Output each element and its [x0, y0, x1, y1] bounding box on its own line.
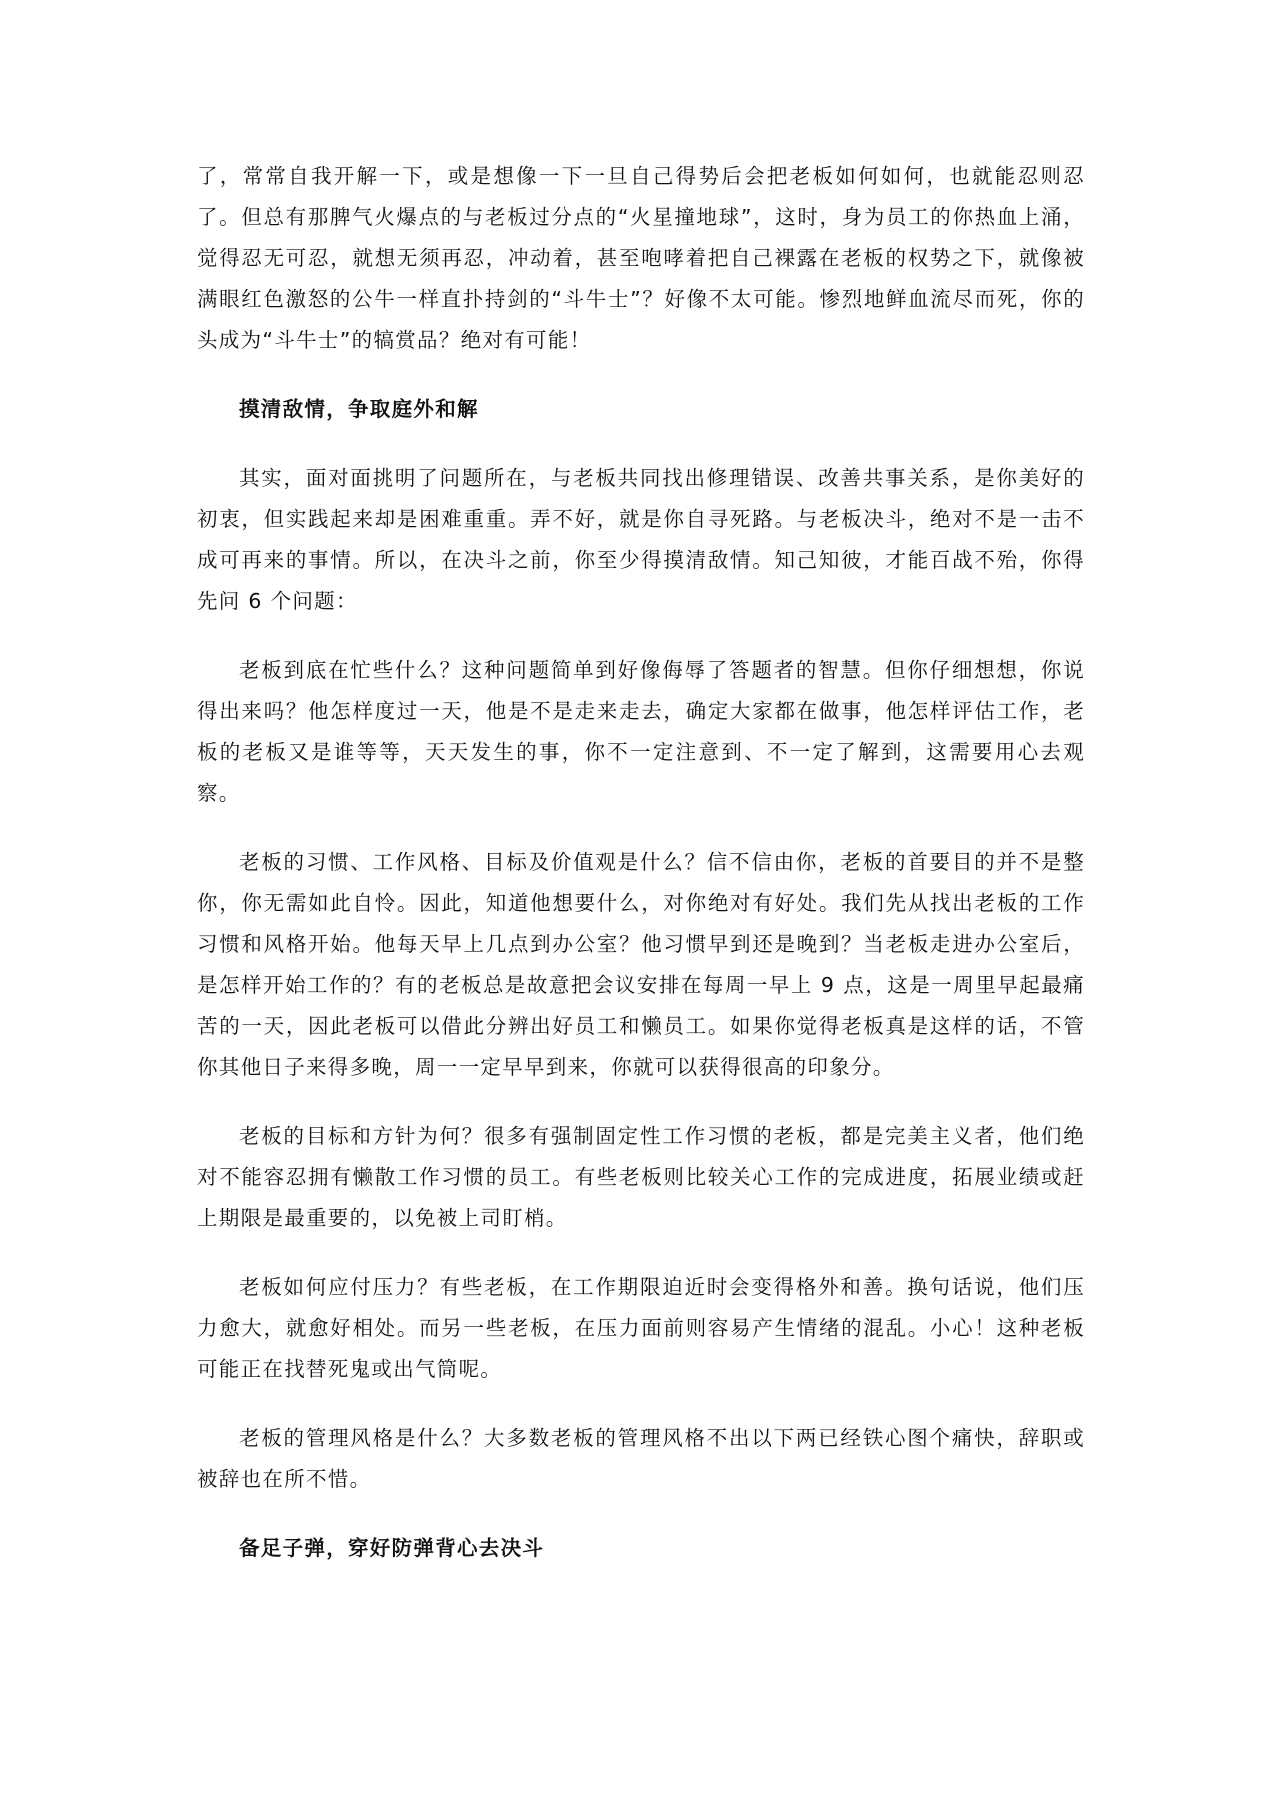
- paragraph: 其实，面对面挑明了问题所在，与老板共同找出修理错误、改善共事关系，是你美好的初衷，但实践起来却是困难重重。弄不好，就是你自寻死路。与老板决斗，绝对不是一击不成可再来的事情。所以，在决斗之前，你至少得摸清敌情。知己知彼，才能百战不殆，你得先问 6 个问题：: [197, 466, 1085, 613]
- paragraph: 了，常常自我开解一下，或是想像一下一旦自己得势后会把老板如何如何，也就能忍则忍了。但总有那脾气火爆点的与老板过分点的“火星撞地球”，这时，身为员工的你热血上涌，觉得忍无可忍，就想无须再忍，冲动着，甚至咆哮着把自己裸露在老板的权势之下，就像被满眼红色激怒的公牛一样直扑持剑的“斗牛士”？好像不太可能。惨烈地鲜血流尽而死，你的头成为“斗牛士”的犒赏品？绝对有可能！: [197, 164, 1085, 352]
- paragraph: 老板到底在忙些什么？这种问题简单到好像侮辱了答题者的智慧。但你仔细想想，你说得出来吗？他怎样度过一天，他是不是走来走去，确定大家都在做事，他怎样评估工作，老板的老板又是谁等等，天天发生的事，你不一定注意到、不一定了解到，这需要用心去观察。: [197, 658, 1085, 805]
- section-heading: 备足子弹，穿好防弹背心去决斗: [239, 1536, 545, 1560]
- document-body: [197, 156, 1085, 1569]
- section-heading: 摸清敌情，争取庭外和解: [239, 397, 479, 421]
- paragraph: 老板如何应付压力？有些老板，在工作期限迫近时会变得格外和善。换句话说，他们压力愈大，就愈好相处。而另一些老板，在压力面前则容易产生情绪的混乱。小心！这种老板可能正在找替死鬼或出气筒呢。: [197, 1275, 1085, 1381]
- paragraph: 老板的习惯、工作风格、目标及价值观是什么？信不信由你，老板的首要目的并不是整你，你无需如此自怜。因此，知道他想要什么，对你绝对有好处。我们先从找出老板的工作习惯和风格开始。他每天早上几点到办公室？他习惯早到还是晚到？当老板走进办公室后，是怎样开始工作的？有的老板总是故意把会议安排在每周一早上 9 点，这是一周里早起最痛苦的一天，因此老板可以借此分辨出好员工和懒员工。如果你觉得老板真是这样的话，不管你其他日子来得多晚，周一一定早早到来，你就可以获得很高的印象分。: [197, 850, 1085, 1079]
- paragraph: 老板的管理风格是什么？大多数老板的管理风格不出以下两已经铁心图个痛快，辞职或被辞也在所不惜。: [197, 1426, 1085, 1491]
- paragraph: 老板的目标和方针为何？很多有强制固定性工作习惯的老板，都是完美主义者，他们绝对不能容忍拥有懒散工作习惯的员工。有些老板则比较关心工作的完成进度，拓展业绩或赶上期限是最重要的，以免被上司盯梢。: [197, 1124, 1085, 1230]
